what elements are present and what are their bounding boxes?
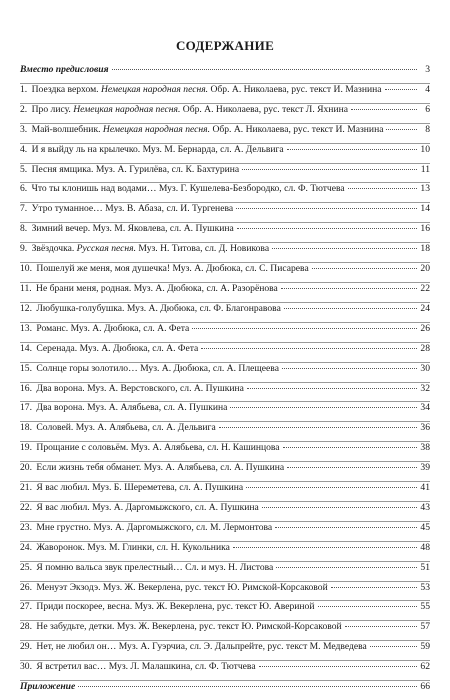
- entry-number: 12.: [20, 302, 32, 314]
- song-credits: Муз. Н. Титова, сл. Д. Новикова: [138, 243, 270, 255]
- dot-leader: [282, 368, 417, 369]
- dot-leader: [345, 626, 417, 627]
- dot-leader: [284, 308, 417, 309]
- entry-text: [20, 621, 342, 632]
- song-title: Солнце горы золотило…: [36, 362, 138, 374]
- entry-text: [20, 542, 230, 553]
- page-number: 11: [420, 163, 430, 175]
- song-title: И я выйду ль на крылечко.: [31, 143, 141, 155]
- toc-entry-row[interactable]: [20, 262, 430, 282]
- song-credits: Обр. А. Николаева, рус. текст И. Мазнина: [212, 123, 384, 135]
- entry-number: 18.: [20, 422, 32, 434]
- toc-entry-row[interactable]: [20, 600, 430, 620]
- page-number: 4: [425, 83, 430, 95]
- song-credits: Муз. Ж. Векерлена, рус. текст Ю. Римской-Корсаковой: [116, 621, 342, 633]
- song-title: Что ты клонишь над водами…: [31, 183, 157, 195]
- entry-text: [20, 502, 259, 513]
- song-title: Прощание с соловьём.: [36, 442, 129, 454]
- page-number: 57: [420, 621, 430, 633]
- entry-text: [20, 124, 383, 135]
- song-credits: Муз. А. Дюбюка, сл. С. Писарева: [172, 263, 309, 275]
- toc-list: [20, 64, 430, 700]
- entry-number: 7.: [20, 203, 28, 215]
- dot-leader: [78, 686, 417, 687]
- page-number: 59: [420, 641, 430, 653]
- dot-leader: [275, 527, 417, 528]
- dot-leader: [287, 467, 417, 468]
- page-number: 66: [420, 681, 430, 693]
- song-credits: Муз. А. Даргомыжского, сл. М. Лермонтова: [93, 521, 273, 533]
- entry-number: 6.: [20, 183, 28, 195]
- song-credits: Муз. А. Гуэрчиа, сл. Э. Дальпрейте, рус. текст М. Медведева: [118, 641, 367, 653]
- toc-entry-row[interactable]: [20, 461, 430, 481]
- song-title: Менуэт Экзодэ.: [36, 581, 101, 593]
- dot-leader: [237, 228, 417, 229]
- dot-leader: [386, 129, 417, 130]
- song-title: Зимний вечер.: [31, 223, 91, 235]
- page-number: 24: [420, 302, 430, 314]
- song-credits: Муз. А. Верстовского, сл. А. Пушкина: [87, 382, 244, 394]
- entry-number: 9.: [20, 243, 28, 255]
- entry-number: 27.: [20, 601, 32, 613]
- preface-label: Вместо предисловия: [20, 64, 109, 75]
- entry-text: [20, 223, 234, 234]
- song-title: Про лису.: [31, 103, 71, 115]
- entry-text: [20, 562, 273, 573]
- song-credits: Муз. М. Глинки, сл. Н. Кукольника: [87, 541, 230, 553]
- toc-entry-row[interactable]: [20, 620, 430, 640]
- page-number: 18: [420, 243, 430, 255]
- page-number: 43: [420, 501, 430, 513]
- page-number: 28: [420, 342, 430, 354]
- song-credits: Муз. А. Гурилёва, сл. К. Бахтурина: [95, 163, 240, 175]
- entry-text: [20, 442, 280, 453]
- song-title: Соловей.: [36, 422, 74, 434]
- entry-text: [20, 323, 189, 334]
- page-number: 30: [420, 362, 430, 374]
- page-number: 14: [420, 203, 430, 215]
- entry-text: [20, 203, 233, 214]
- entry-number: 10.: [20, 263, 32, 275]
- page-number: 62: [420, 661, 430, 673]
- toc-entry-row[interactable]: [20, 143, 430, 163]
- page-title: СОДЕРЖАНИЕ: [175, 38, 275, 53]
- dot-leader: [287, 149, 417, 150]
- toc-entry-row[interactable]: [20, 401, 430, 421]
- song-credits: Муз. А. Дюбюка, сл. Ф. Благонравова: [126, 302, 281, 314]
- entry-text: [20, 601, 315, 612]
- song-credits: Муз. М. Яковлева, сл. А. Пушкина: [92, 223, 234, 235]
- toc-entry-row[interactable]: [20, 302, 430, 322]
- song-title: Романс.: [36, 322, 69, 334]
- entry-text: [20, 183, 345, 194]
- dot-leader: [112, 69, 417, 70]
- dot-leader: [259, 666, 417, 667]
- entry-text: [20, 363, 279, 374]
- entry-text: [20, 283, 278, 294]
- entry-text: [20, 582, 328, 593]
- song-credits: Муз. А. Дюбюка, сл. А. Разорёнова: [133, 282, 278, 294]
- entry-number: 15.: [20, 362, 32, 374]
- song-title: Серенада.: [36, 342, 78, 354]
- song-credits: Муз. Б. Шереметева, сл. А. Пушкина: [92, 482, 244, 494]
- song-title: Поездка верхом.: [31, 83, 99, 95]
- song-title: Утро туманное…: [31, 203, 103, 215]
- dot-leader: [351, 109, 417, 110]
- entry-text: [20, 482, 243, 493]
- entry-text: [20, 661, 256, 672]
- entry-text: [20, 462, 284, 473]
- toc-entry-row[interactable]: [20, 421, 430, 441]
- toc-entry-row[interactable]: [20, 660, 430, 680]
- song-credits: Муз. А. Дюбюка, сл. А. Фета: [79, 342, 199, 354]
- song-title: Звёздочка.: [31, 243, 75, 255]
- song-title: Я вас любил.: [36, 482, 90, 494]
- song-title: Любушка-голубушка.: [36, 302, 125, 314]
- page-number: 38: [420, 442, 430, 454]
- entry-text: [20, 243, 269, 254]
- song-title: Нет, не любил он…: [36, 641, 117, 653]
- entry-text: [20, 522, 272, 533]
- toc-entry-row[interactable]: [20, 581, 430, 601]
- song-origin: Немецкая народная песня.: [102, 123, 211, 135]
- page-number: 13: [420, 183, 430, 195]
- entry-number: 23.: [20, 521, 32, 533]
- entry-number: 29.: [20, 641, 32, 653]
- song-title: Не забудьте, детки.: [36, 621, 115, 633]
- page-number: 8: [425, 123, 430, 135]
- entry-text: [20, 383, 244, 394]
- entry-number: 17.: [20, 402, 32, 414]
- song-origin: Немецкая народная песня.: [100, 83, 209, 95]
- entry-number: 21.: [20, 482, 32, 494]
- entry-text: [20, 422, 216, 433]
- dot-leader: [246, 487, 417, 488]
- toc-entry-row[interactable]: [20, 561, 430, 581]
- page-number: 48: [420, 541, 430, 553]
- page-number: 3: [425, 64, 430, 75]
- song-title: Если жизнь тебя обманет.: [36, 462, 142, 474]
- dot-leader: [348, 188, 417, 189]
- dot-leader: [312, 268, 417, 269]
- entry-number: 1.: [20, 83, 28, 95]
- entry-number: 13.: [20, 322, 32, 334]
- song-title: Мне грустно.: [36, 521, 91, 533]
- entry-number: 19.: [20, 442, 32, 454]
- dot-leader: [219, 427, 417, 428]
- page-number: 22: [420, 282, 430, 294]
- entry-number: 11.: [20, 282, 32, 294]
- page-number: 34: [420, 402, 430, 414]
- dot-leader: [247, 388, 417, 389]
- page-number: 10: [420, 143, 430, 155]
- song-credits: Муз. А. Дюбюка, сл. А. Плещеева: [140, 362, 279, 374]
- dot-leader: [318, 606, 418, 607]
- song-credits: Муз. М. Бернарда, сл. А. Дельвига: [142, 143, 284, 155]
- dot-leader: [230, 407, 417, 408]
- entry-number: 25.: [20, 561, 32, 573]
- entry-number: 22.: [20, 501, 32, 513]
- page-number: 36: [420, 422, 430, 434]
- toc-preface-row[interactable]: [20, 64, 430, 83]
- toc-entry-row[interactable]: [20, 182, 430, 202]
- entry-text: [20, 104, 348, 115]
- dot-leader: [262, 507, 417, 508]
- song-title: Я помню вальса звук прелестный…: [36, 561, 183, 573]
- dot-leader: [242, 169, 417, 170]
- toc-entry-row[interactable]: [20, 123, 430, 143]
- dot-leader: [272, 248, 417, 249]
- dot-leader: [276, 567, 417, 568]
- entry-number: 28.: [20, 621, 32, 633]
- song-title: Не брани меня, родная.: [36, 282, 132, 294]
- entry-number: 24.: [20, 541, 32, 553]
- dot-leader: [283, 447, 417, 448]
- toc-entry-row[interactable]: [20, 322, 430, 342]
- page-number: 20: [420, 263, 430, 275]
- dot-leader: [385, 89, 418, 90]
- appendix-label: Приложение: [20, 681, 76, 693]
- song-credits: Муз. Л. Малашкина, сл. Ф. Тютчева: [108, 661, 256, 673]
- song-credits: Сл. и муз. Н. Листова: [185, 561, 274, 573]
- song-title: Я встретил вас…: [36, 661, 107, 673]
- toc-entry-row[interactable]: [20, 481, 430, 501]
- page-number: 6: [425, 103, 430, 115]
- toc-entry-row[interactable]: [20, 282, 430, 302]
- entry-text: [20, 144, 284, 155]
- toc-entry-row[interactable]: [20, 342, 430, 362]
- dot-leader: [192, 328, 417, 329]
- entry-text: [20, 84, 382, 95]
- entry-number: 4.: [20, 143, 28, 155]
- page-number: 41: [420, 482, 430, 494]
- song-credits: Муз. А. Дюбюка, сл. А. Фета: [70, 322, 190, 334]
- toc-entry-row[interactable]: [20, 103, 430, 123]
- entry-number: 2.: [20, 103, 28, 115]
- entry-number: 30.: [20, 661, 32, 673]
- toc-entry-row[interactable]: [20, 222, 430, 242]
- song-credits: Муз. Ж. Векерлена, рус. текст Ю. Авериной: [134, 601, 315, 613]
- entry-text: [20, 164, 239, 175]
- song-credits: Обр. А. Николаева, рус. текст И. Мазнина: [210, 83, 382, 95]
- page-number: 32: [420, 382, 430, 394]
- song-title: Жаворонок.: [36, 541, 85, 553]
- song-credits: Обр. А. Николаева, рус. текст Л. Яхнина: [182, 103, 348, 115]
- song-title: Я вас любил.: [36, 501, 90, 513]
- song-title: Два ворона.: [36, 402, 85, 414]
- toc-entry-row[interactable]: [20, 362, 430, 382]
- song-credits: Муз. А. Даргомыжского, сл. А. Пушкина: [92, 501, 259, 513]
- toc-entry-row[interactable]: [20, 501, 430, 521]
- dot-leader: [281, 288, 417, 289]
- song-credits: Муз. А. Алябьева, сл. Н. Кашинцова: [130, 442, 280, 454]
- entry-number: 20.: [20, 462, 32, 474]
- song-credits: Муз. А. Алябьева, сл. А. Пушкина: [143, 462, 285, 474]
- toc-entry-row[interactable]: [20, 640, 430, 660]
- entry-number: 14.: [20, 342, 32, 354]
- entry-number: 16.: [20, 382, 32, 394]
- page-number: 26: [420, 322, 430, 334]
- toc-appendix-row[interactable]: [20, 680, 430, 700]
- song-credits: Муз. Ж. Векерлена, рус. текст Ю. Римской-Корсаковой: [102, 581, 328, 593]
- song-credits: Муз. В. Абаза, сл. И. Тургенева: [105, 203, 234, 215]
- song-credits: Муз. А. Алябьева, сл. А. Пушкина: [87, 402, 228, 414]
- entry-text: [20, 303, 281, 314]
- song-origin: Немецкая народная песня.: [73, 103, 181, 115]
- toc-entry-row[interactable]: [20, 521, 430, 541]
- song-title: Два ворона.: [36, 382, 85, 394]
- song-title: Песня ямщика.: [31, 163, 94, 175]
- toc-entry-row[interactable]: [20, 242, 430, 262]
- entry-text: [20, 263, 309, 274]
- song-title: Приди поскорее, весна.: [36, 601, 133, 613]
- song-title: Пошелуй же меня, моя душечка!: [36, 263, 171, 275]
- dot-leader: [201, 348, 417, 349]
- song-title: Май-волшебник.: [31, 123, 101, 135]
- page-number: 39: [420, 462, 430, 474]
- toc-entry-row[interactable]: [20, 83, 430, 103]
- toc-entry-row[interactable]: [20, 163, 430, 183]
- page-number: 16: [420, 223, 430, 235]
- page-number: 55: [420, 601, 430, 613]
- page-number: 45: [420, 521, 430, 533]
- dot-leader: [236, 208, 417, 209]
- toc-entry-row[interactable]: [20, 382, 430, 402]
- song-credits: Муз. А. Алябьева, сл. А. Дельвига: [75, 422, 216, 434]
- song-credits: Муз. Г. Кушелева-Безбородко, сл. Ф. Тютчева: [158, 183, 345, 195]
- entry-text: [20, 402, 227, 413]
- toc-entry-row[interactable]: [20, 541, 430, 561]
- entry-number: 5.: [20, 163, 28, 175]
- entry-number: 26.: [20, 581, 32, 593]
- dot-leader: [233, 547, 417, 548]
- toc-entry-row[interactable]: [20, 441, 430, 461]
- entry-text: [20, 343, 198, 354]
- entry-number: 3.: [20, 123, 28, 135]
- page-number: 51: [420, 561, 430, 573]
- dot-leader: [331, 587, 417, 588]
- toc-entry-row[interactable]: [20, 202, 430, 222]
- song-origin: Русская песня.: [76, 243, 136, 255]
- page-number: 53: [420, 581, 430, 593]
- entry-number: 8.: [20, 223, 28, 235]
